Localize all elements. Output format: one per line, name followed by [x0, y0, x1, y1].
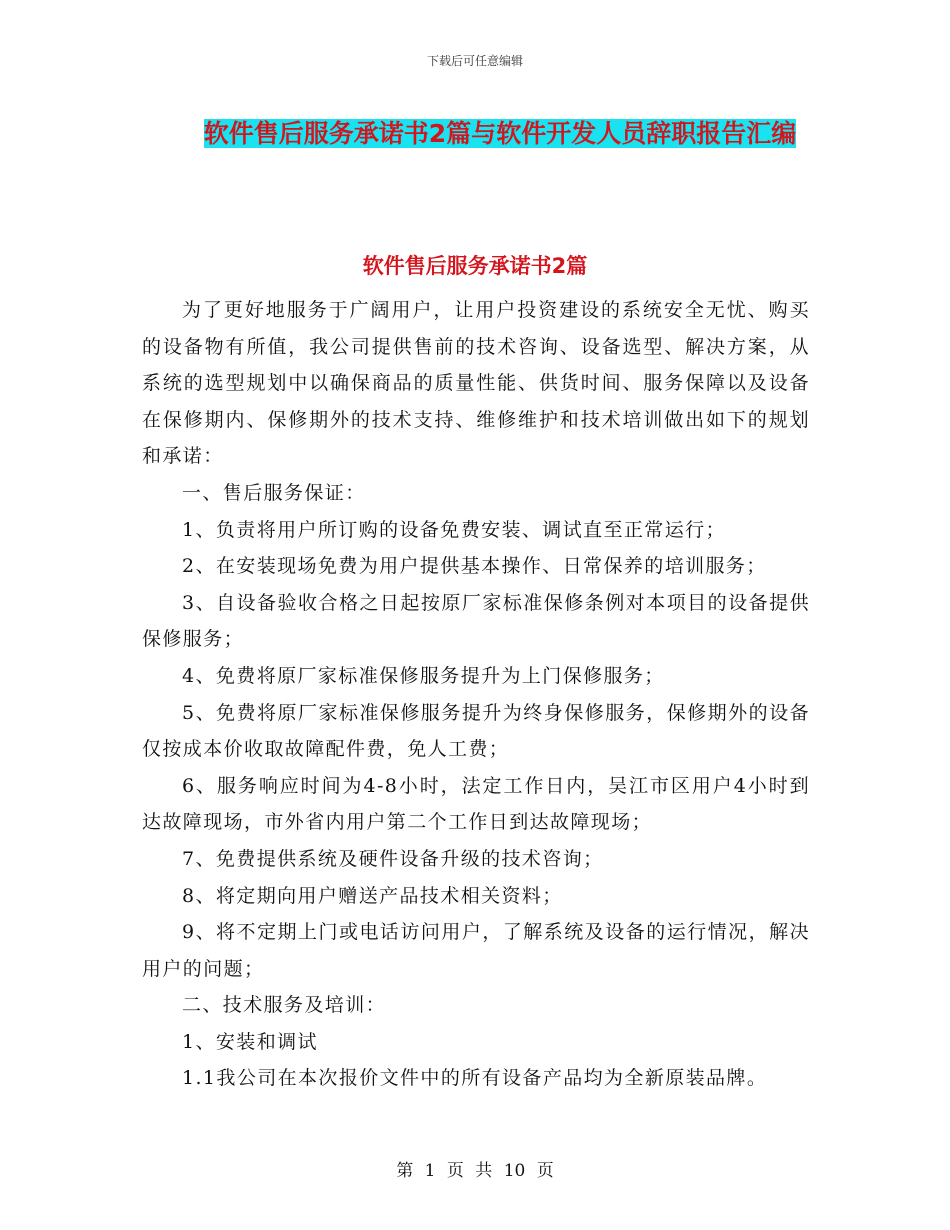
document-body [142, 292, 810, 1097]
paragraph: 5、免费将原厂家标准保修服务提升为终身保修服务，保修期外的设备仅按成本价收取故障配件费，免人工费； [142, 701, 810, 761]
paragraph: 一、售后服务保证： [182, 481, 366, 504]
page-number-footer: 第 1 页 共 10 页 [396, 1161, 554, 1181]
paragraph: 4、免费将原厂家标准保修服务提升为上门保修服务； [182, 664, 665, 687]
paragraph: 7、免费提供系统及硬件设备升级的技术咨询； [182, 847, 604, 870]
paragraph: 3、自设备验收合格之日起按原厂家标准保修条例对本项目的设备提供保修服务； [142, 591, 810, 651]
document-title [190, 112, 810, 156]
document-title-text: 软件售后服务承诺书2篇与软件开发人员辞职报告汇编 [203, 119, 797, 148]
section-title: 软件售后服务承诺书2篇 [362, 254, 588, 278]
paragraph: 二、技术服务及培训： [182, 994, 387, 1017]
paragraph: 8、将定期向用户赠送产品技术相关资料； [182, 884, 563, 907]
paragraph: 9、将不定期上门或电话访问用户，了解系统及设备的运行情况，解决用户的问题； [142, 921, 810, 980]
paragraph: 1、负责将用户所订购的设备免费安装、调试直至正常运行； [182, 518, 726, 541]
paragraph: 1.1我公司在本次报价文件中的所有设备产品均为全新原装品牌。 [182, 1067, 768, 1090]
header-note: 下载后可任意编辑 [426, 54, 523, 68]
paragraph: 1、安装和调试 [182, 1030, 318, 1053]
paragraph: 6、服务响应时间为4-8小时，法定工作日内，吴江市区用户4小时到达故障现场，市外省内用户第二个工作日到达故障现场； [142, 774, 810, 834]
paragraph: 2、在安装现场免费为用户提供基本操作、日常保养的培训服务； [182, 555, 767, 578]
paragraph: 为了更好地服务于广阔用户，让用户投资建设的系统安全无忧、购买的设备物有所值，我公司提供售前的技术咨询、设备选型、解决方案，从系统的选型规划中以确保商品的质量性能、供货时间、服务保障以及设备在保修期内、保修期外的技术支持、维修维护和技术培训做出如下的规划和承诺： [142, 299, 810, 468]
